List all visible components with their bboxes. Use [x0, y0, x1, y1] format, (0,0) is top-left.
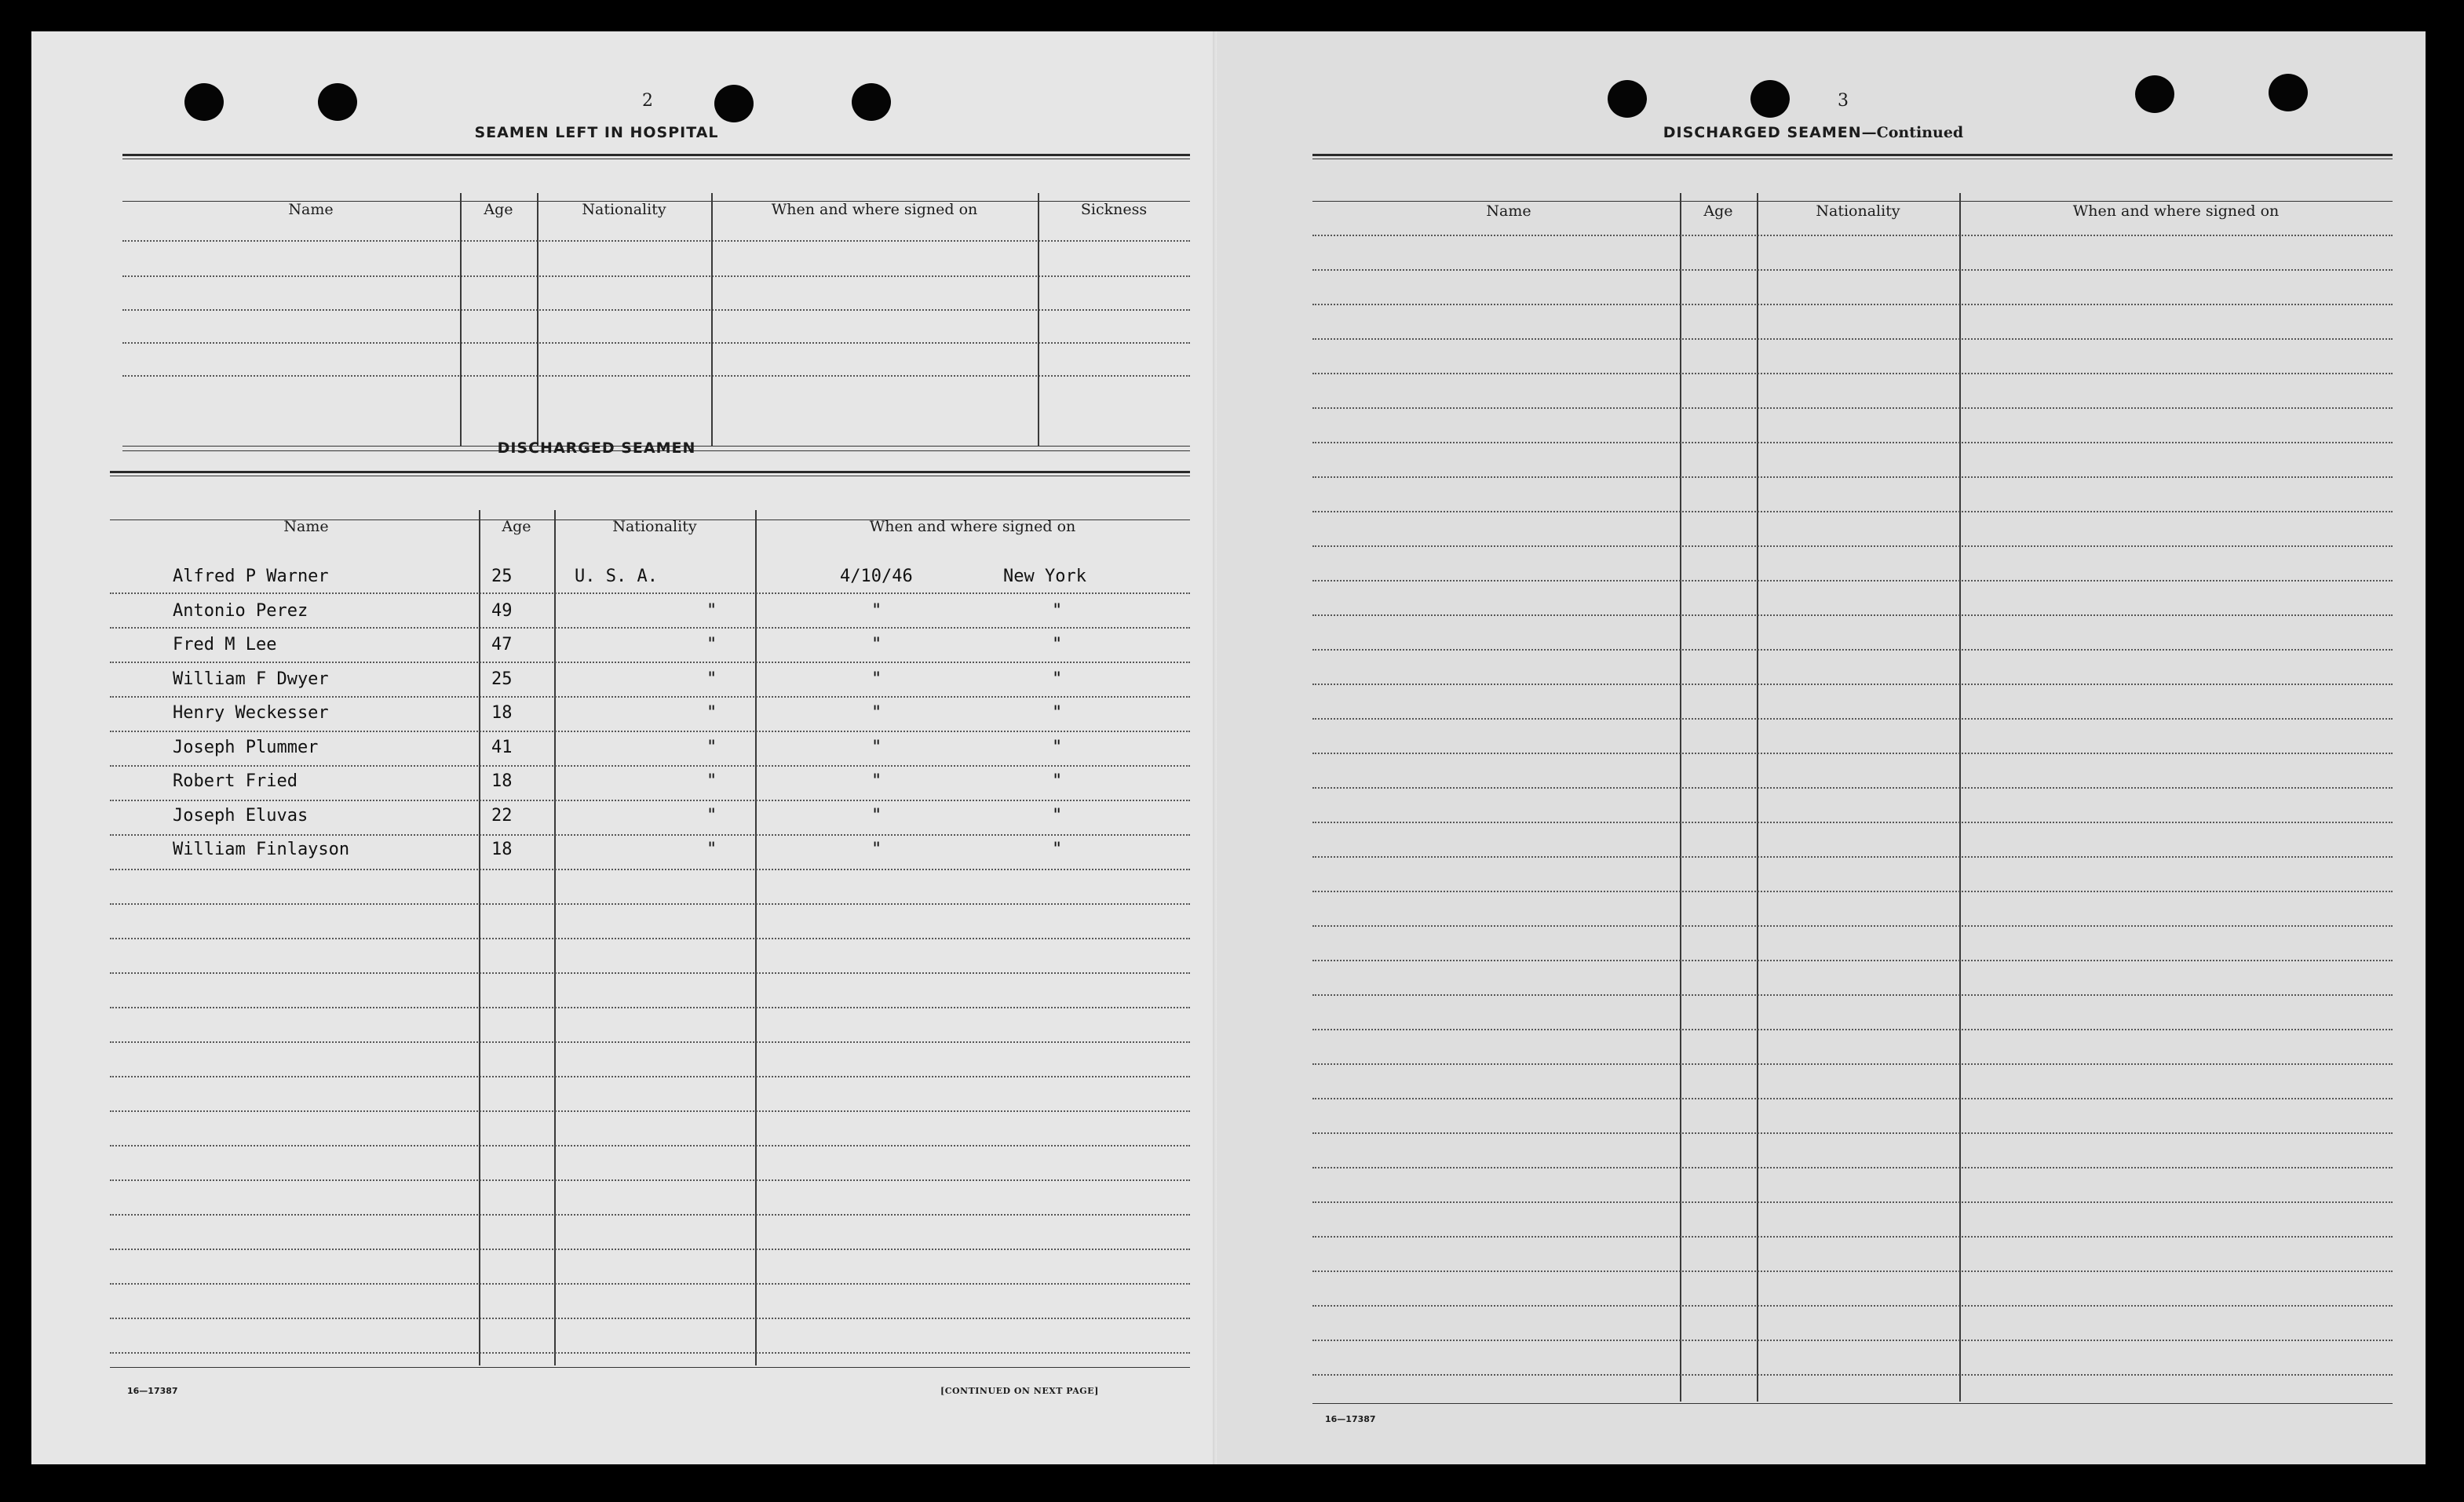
discharged-col-name: Name: [283, 518, 329, 535]
ruled-line: [1312, 649, 2393, 651]
page-number: 3: [1838, 91, 1849, 111]
signed-on-date: ": [871, 635, 882, 654]
seaman-name: Joseph Eluvas: [173, 805, 308, 826]
seaman-nationality: ": [706, 669, 717, 689]
ruled-line: [1312, 1340, 2393, 1341]
punch-hole: [1608, 80, 1647, 118]
seaman-age: 18: [491, 771, 513, 791]
punch-hole: [184, 83, 224, 121]
continued-col-signed-on: When and where signed on: [2072, 202, 2280, 220]
ruled-line: [110, 1007, 1190, 1008]
seaman-age: 25: [491, 567, 513, 586]
ruled-line: [1312, 580, 2393, 581]
ruled-line: [1312, 304, 2393, 305]
ruled-line: [1312, 787, 2393, 789]
seaman-nationality: ": [706, 703, 717, 723]
discharged-col-nationality: Nationality: [612, 518, 697, 535]
discharged-col-age: Age: [502, 518, 531, 535]
signed-on-place: ": [1052, 669, 1063, 689]
form-number: 16—17387: [127, 1386, 178, 1396]
ruled-line: [1312, 822, 2393, 823]
ruled-line: [110, 731, 1190, 732]
ruled-line: [110, 1041, 1190, 1043]
ruled-line: [1312, 684, 2393, 685]
seaman-nationality: U. S. A.: [575, 567, 658, 586]
ruled-line: [110, 1283, 1190, 1285]
discharged-table: [110, 471, 1190, 1413]
punch-hole: [318, 83, 357, 121]
ruled-line: [1312, 1305, 2393, 1307]
discharged-continued-title-suffix: —Continued: [1861, 124, 1964, 141]
discharged-continued-title: [1625, 124, 2002, 141]
seaman-name: Joseph Plummer: [173, 737, 319, 757]
hospital-col-age: Age: [484, 201, 513, 218]
ruled-line: [1312, 856, 2393, 858]
signed-on-date: ": [871, 669, 882, 689]
ruled-line: [1312, 718, 2393, 720]
hospital-col-signed-on: When and where signed on: [771, 201, 978, 218]
ruled-line: [110, 972, 1190, 974]
ruled-line: [1312, 1236, 2393, 1238]
punch-hole: [2135, 75, 2174, 113]
ruled-line: [1312, 1201, 2393, 1203]
continued-note: [CONTINUED ON NEXT PAGE]: [940, 1386, 1099, 1396]
seaman-name: Antonio Perez: [173, 600, 308, 621]
signed-on-place: ": [1052, 703, 1063, 723]
left-page: [31, 31, 1217, 1464]
ruled-line: [110, 765, 1190, 767]
ruled-line: [110, 869, 1190, 870]
signed-on-date: ": [871, 703, 882, 723]
seaman-age: 18: [491, 840, 513, 859]
document-spread: [31, 31, 2426, 1464]
hospital-col-name: Name: [288, 201, 334, 218]
ruled-line: [1312, 1063, 2393, 1065]
ruled-line: [110, 834, 1190, 836]
ruled-line: [1312, 545, 2393, 547]
ruled-line: [110, 1318, 1190, 1319]
ruled-line: [1312, 1132, 2393, 1134]
ruled-line: [1312, 442, 2393, 443]
signed-on-date: 4/10/46: [840, 567, 913, 586]
ruled-line: [1312, 269, 2393, 271]
seaman-age: 25: [491, 669, 513, 689]
punch-hole: [852, 83, 891, 121]
hospital-col-nationality: Nationality: [582, 201, 666, 218]
discharged-col-signed-on: When and where signed on: [869, 518, 1076, 535]
ruled-line: [110, 1249, 1190, 1250]
ruled-line: [110, 903, 1190, 905]
seaman-nationality: ": [706, 805, 717, 826]
ruled-line: [1312, 614, 2393, 616]
ruled-line: [1312, 1167, 2393, 1168]
signed-on-place: ": [1052, 805, 1063, 826]
continued-col-age: Age: [1703, 202, 1733, 220]
ruled-line: [1312, 511, 2393, 512]
signed-on-date: ": [871, 737, 882, 757]
hospital-section-title: SEAMEN LEFT IN HOSPITAL: [474, 124, 719, 141]
page-number: 2: [642, 91, 653, 111]
signed-on-place: ": [1052, 771, 1063, 791]
seaman-name: Fred M Lee: [173, 635, 277, 654]
signed-on-date: ": [871, 805, 882, 826]
ruled-line: [1312, 753, 2393, 754]
ruled-line: [1312, 1271, 2393, 1272]
ruled-line: [1312, 891, 2393, 892]
signed-on-date: ": [871, 771, 882, 791]
ruled-line: [110, 1076, 1190, 1077]
signed-on-date: ": [871, 840, 882, 859]
seaman-nationality: ": [706, 635, 717, 654]
discharged-continued-title-main: DISCHARGED SEAMEN: [1663, 124, 1862, 141]
seaman-age: 22: [491, 805, 513, 826]
hospital-col-sickness: Sickness: [1080, 201, 1148, 218]
ruled-line: [1312, 235, 2393, 236]
seaman-name: Henry Weckesser: [173, 703, 329, 723]
signed-on-place: ": [1052, 737, 1063, 757]
punch-hole: [2269, 74, 2308, 111]
seaman-name: Robert Fried: [173, 771, 298, 791]
signed-on-place: New York: [1003, 567, 1086, 586]
ruled-line: [110, 662, 1190, 663]
seaman-age: 41: [491, 737, 513, 757]
ruled-line: [1312, 407, 2393, 409]
signed-on-place: ": [1052, 840, 1063, 859]
punch-hole: [1750, 80, 1790, 118]
ruled-line: [1312, 476, 2393, 478]
ruled-line: [1312, 960, 2393, 961]
ruled-line: [110, 1352, 1190, 1354]
seaman-nationality: ": [706, 737, 717, 757]
form-number: 16—17387: [1325, 1414, 1376, 1424]
ruled-line: [110, 1179, 1190, 1181]
ruled-line: [110, 1110, 1190, 1112]
ruled-line: [110, 592, 1190, 594]
punch-hole: [714, 85, 754, 122]
ruled-line: [1312, 994, 2393, 996]
ruled-line: [110, 627, 1190, 629]
seaman-nationality: ": [706, 771, 717, 791]
right-page: [1217, 31, 2426, 1464]
seaman-name: William Finlayson: [173, 840, 350, 859]
ruled-line: [1312, 373, 2393, 374]
seaman-nationality: ": [706, 600, 717, 621]
ruled-line: [110, 1214, 1190, 1216]
ruled-line: [1312, 1374, 2393, 1376]
hospital-table: [122, 154, 1190, 452]
seaman-name: William F Dwyer: [173, 669, 329, 689]
ruled-line: [1312, 1098, 2393, 1099]
seaman-age: 47: [491, 635, 513, 654]
discharged-continued-table: [1312, 154, 2393, 1409]
ruled-line: [110, 696, 1190, 698]
ruled-line: [110, 1145, 1190, 1147]
seaman-nationality: ": [706, 840, 717, 859]
seaman-name: Alfred P Warner: [173, 567, 329, 586]
ruled-line: [1312, 1029, 2393, 1030]
signed-on-date: ": [871, 600, 882, 621]
seaman-age: 18: [491, 703, 513, 723]
ruled-line: [1312, 925, 2393, 927]
ruled-line: [110, 938, 1190, 939]
ruled-line: [1312, 338, 2393, 340]
seaman-age: 49: [491, 600, 513, 621]
discharged-section-title: DISCHARGED SEAMEN: [497, 439, 696, 457]
signed-on-place: ": [1052, 635, 1063, 654]
continued-col-nationality: Nationality: [1816, 202, 1900, 220]
signed-on-place: ": [1052, 600, 1063, 621]
ruled-line: [110, 800, 1190, 801]
continued-col-name: Name: [1486, 202, 1531, 220]
